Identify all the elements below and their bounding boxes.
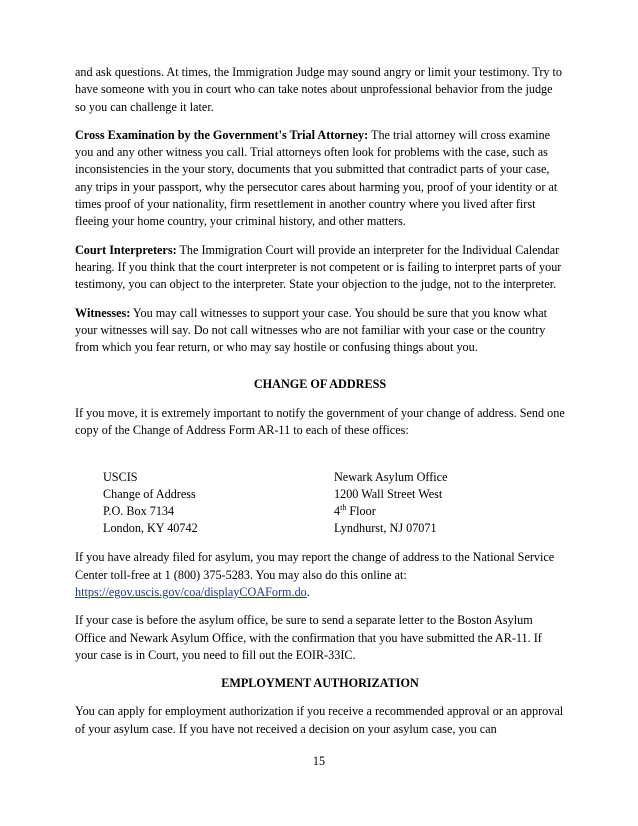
- paragraph-cross-examination: [75, 127, 565, 231]
- witnesses-heading: Witnesses:: [75, 305, 131, 320]
- witnesses-text: You may call witnesses to support your case. You should be sure that you know what your witnesses will say. Do not call witnesses who are not familiar with your case or the country from which you fear return, or who may say hostile or confusing things about you.: [75, 305, 548, 355]
- page-number: 15: [312, 754, 326, 768]
- address-line: [334, 503, 565, 520]
- address-line: Change of Address: [103, 487, 196, 502]
- employment-authorization-heading: EMPLOYMENT AUTHORIZATION: [221, 676, 419, 691]
- paragraph-testimony: and ask questions. At times, the Immigration Judge may sound angry or limit your testimony. Try to have someone with you in court who can take notes about unprofessional behavior from the judge so you can challenge it later.: [75, 65, 563, 114]
- floor-number: 4: [334, 504, 341, 519]
- paragraph-asylum-office: If your case is before the asylum office, be sure to send a separate letter to the Boston Asylum Office and Newark Asylum Office, with the confirmation that you have submitted the AR-11. If your case is in Court, you need to fill out the EOIR-33IC.: [75, 613, 542, 662]
- address-line: P.O. Box 7134: [103, 504, 175, 519]
- paragraph-witnesses: [75, 305, 565, 357]
- court-interpreters-heading: Court Interpreters:: [75, 242, 177, 257]
- change-of-address-intro: If you move, it is extremely important to notify the government of your change of address. Send one copy of the Change of Address Form AR-11 to each of these offices:: [75, 405, 565, 438]
- paragraph-employment: You can apply for employment authorization if you receive a recommended approval or an approval of your asylum case. If you have not received a decision on your asylum case, you can: [75, 704, 564, 736]
- paragraph-court-interpreters: [75, 242, 565, 294]
- cross-examination-heading: Cross Examination by the Government's Trial Attorney:: [75, 127, 369, 142]
- paragraph-report-online: [75, 549, 565, 601]
- uscis-address: [103, 469, 334, 537]
- court-interpreters-text: The Immigration Court will provide an interpreter for the Individual Calendar hearing. If you think that the court interpreter is not competent or is failing to interpret parts of your testimony, you can object to the interpreter. State your objection to the judge, not to the interpreter.: [75, 242, 562, 292]
- address-block: [103, 469, 565, 537]
- change-of-address-heading: CHANGE OF ADDRESS: [253, 377, 387, 392]
- address-line: USCIS: [103, 470, 138, 485]
- floor-label: Floor: [346, 504, 376, 519]
- address-line: Lyndhurst, NJ 07071: [334, 521, 437, 536]
- address-line: 1200 Wall Street West: [334, 487, 443, 502]
- change-of-address-link[interactable]: https://egov.uscis.gov/coa/displayCOAForm.do: [75, 584, 307, 599]
- report-online-end: .: [306, 584, 310, 599]
- address-line: London, KY 40742: [103, 521, 198, 536]
- report-online-text: If you have already filed for asylum, you may report the change of address to the National Service Center toll-free at 1 (800) 375-5283. You may also do this online at:: [75, 550, 555, 582]
- address-line: Newark Asylum Office: [334, 470, 448, 485]
- newark-address: [334, 469, 565, 537]
- floor-suffix: th: [340, 503, 347, 513]
- cross-examination-text: The trial attorney will cross examine you and any other witness you call. Trial attorneys often look for problems with the case, such as inconsistencies in the your story, documents that you submitted that contradict parts of your case, any trips in your passport, why the persecutor cares about harming you, proof of your identity or at times proof of your nationality, firm resettlement in another country where you lived after first fleeing your home country, your criminal history, and other matters.: [75, 127, 558, 229]
- document-page: [75, 64, 565, 749]
